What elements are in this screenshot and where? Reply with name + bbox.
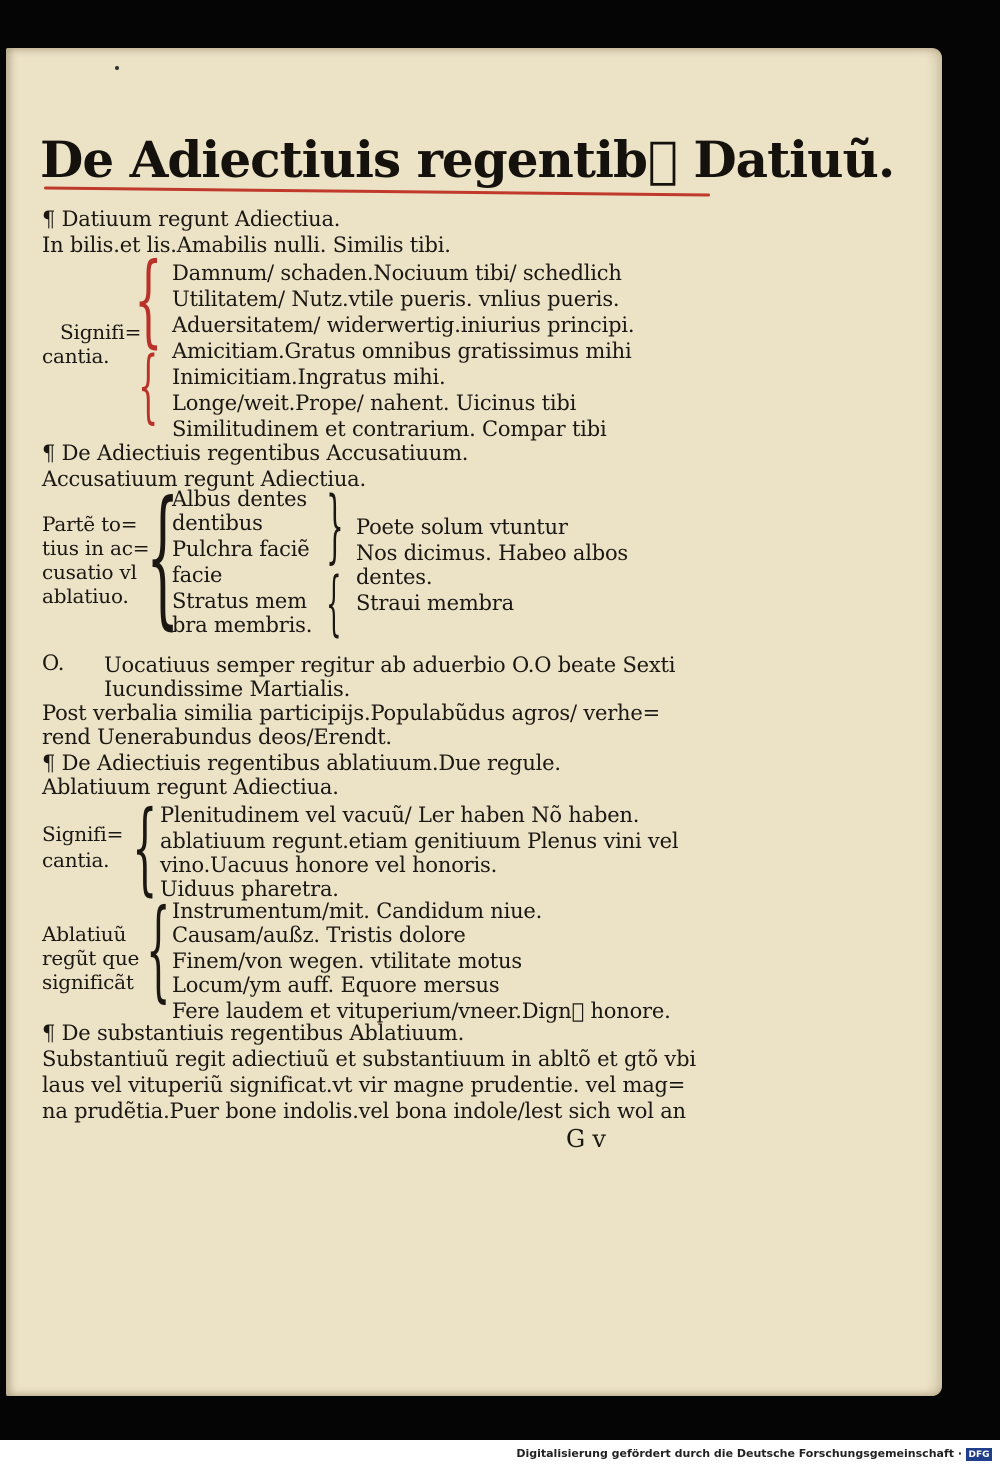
vocative-mark: O. — [42, 651, 65, 675]
ablative-item: vino.Uacuus honore vel honoris. — [160, 853, 498, 877]
dative-item: Amicitiam.Gratus omnibus gratissimus mihi — [172, 339, 632, 363]
substantive-heading: ¶ De substantiuis regentibus Ablatiuum. — [42, 1021, 465, 1045]
ablative-item: ablatiuum regunt.etiam genitiuum Plenus vini vel — [160, 829, 679, 853]
accusative-col2-item: dentes. — [356, 565, 433, 589]
ablative-item-2: Causam/außz. Tristis dolore — [172, 923, 466, 947]
dative-item: Utilitatem/ Nutz.vtile pueris. vnlius pueris. — [172, 287, 620, 311]
accusative-rule-line: Accusatiuum regunt Adiectiua. — [42, 467, 366, 491]
ablative-label-2: cantia. — [42, 848, 110, 872]
accusative-col1-item: dentibus — [172, 511, 263, 535]
signature-mark: G v — [566, 1125, 606, 1153]
accusative-label: cusatio vl — [42, 560, 137, 584]
ablative-label-b: significãt — [42, 970, 134, 994]
dative-item: Similitudinem et contrarium. Compar tibi — [172, 417, 607, 441]
ablative-item-2: Locum/ym auff. Equore mersus — [172, 973, 500, 997]
dative-label-2: cantia. — [42, 344, 110, 368]
accusative-brace-mid-lower: { — [326, 562, 342, 644]
ablative-heading: ¶ De Adiectiuis regentibus ablatiuum.Due regule. — [42, 751, 561, 775]
dative-example-line: In bilis.et lis.Amabilis nulli. Similis tibi. — [42, 233, 451, 257]
accusative-col1-item: Albus dentes — [172, 487, 307, 511]
accusative-col1-item: Stratus mem — [172, 589, 307, 613]
accusative-col2-item: Poete solum vtuntur — [356, 515, 568, 539]
ablative-brace: { — [132, 789, 158, 906]
dative-brace-upper: { — [134, 241, 163, 358]
accusative-label: ablatiuo. — [42, 584, 129, 608]
dative-label-1: Signifi= — [60, 320, 142, 344]
dative-item: Longe/weit.Prope/ nahent. Uicinus tibi — [172, 391, 577, 415]
substantive-line: na prudẽtia.Puer bone indolis.vel bona indole/lest sich wol an — [42, 1099, 686, 1123]
dfg-logo-icon: DFG — [966, 1448, 992, 1461]
footer-credit: Digitalisierung gefördert durch die Deutsche Forschungsgemeinschaft · — [516, 1447, 962, 1460]
substantive-line: laus vel vituperiũ significat.vt vir magne prudentie. vel mag= — [42, 1073, 686, 1097]
ablative-item-2: Fere laudem et vituperium/vneer.Dign᷒ honore. — [172, 999, 671, 1023]
ablative-item: Plenitudinem vel vacuũ/ Ler haben Nõ haben. — [160, 803, 640, 827]
accusative-label: tius in ac= — [42, 536, 150, 560]
verbal-line: rend Uenerabundus deos/Erendt. — [42, 725, 392, 749]
accusative-col1-item: facie — [172, 563, 223, 587]
dative-brace-lower: { — [138, 339, 159, 432]
ablative-item: Uiduus pharetra. — [160, 877, 339, 901]
accusative-col1-item: bra membris. — [172, 613, 313, 637]
ablative-item-2: Instrumentum/mit. Candidum niue. — [172, 899, 543, 923]
ablative-item-2: Finem/von wegen. vtilitate motus — [172, 949, 522, 973]
ablative-label-1: Signifi= — [42, 822, 124, 846]
dative-item: Damnum/ schaden.Nociuum tibi/ schedlich — [172, 261, 622, 285]
page-speck — [115, 66, 119, 70]
accusative-col1-item: Pulchra faciẽ — [172, 537, 310, 561]
substantive-line: Substantiuũ regit adiectiuũ et substantiuum in abltõ et gtõ vbi — [42, 1047, 696, 1071]
ablative-label-b: Ablatiuũ — [42, 922, 127, 946]
ablative-label-b: regũt que — [42, 946, 140, 970]
dative-item: Inimicitiam.Ingratus mihi. — [172, 365, 446, 389]
accusative-col2-item: Nos dicimus. Habeo albos — [356, 541, 628, 565]
accusative-col2-item: Straui membra — [356, 591, 514, 615]
vocative-line: Uocatiuus semper regitur ab aduerbio O.O beate Sexti — [104, 653, 676, 677]
verbal-line: Post verbalia similia participijs.Populabũdus agros/ verhe= — [42, 701, 661, 725]
accusative-brace-left: { — [146, 470, 180, 644]
dative-item: Aduersitatem/ widerwertig.iniurius principi. — [172, 313, 635, 337]
accusative-label: Partẽ to= — [42, 512, 138, 536]
accusative-brace-mid-upper: } — [326, 479, 344, 572]
dative-rule-line: ¶ Datiuum regunt Adiectiua. — [42, 207, 341, 231]
vocative-line: Iucundissime Martialis. — [104, 677, 351, 701]
ablative-rule-line: Ablatiuum regunt Adiectiua. — [42, 775, 339, 799]
ablative-brace-2: { — [146, 885, 171, 1013]
page-heading: De Adiectiuis regentib᷒ Datiuũ. — [40, 130, 895, 189]
accusative-heading: ¶ De Adiectiuis regentibus Accusatiuum. — [42, 441, 469, 465]
